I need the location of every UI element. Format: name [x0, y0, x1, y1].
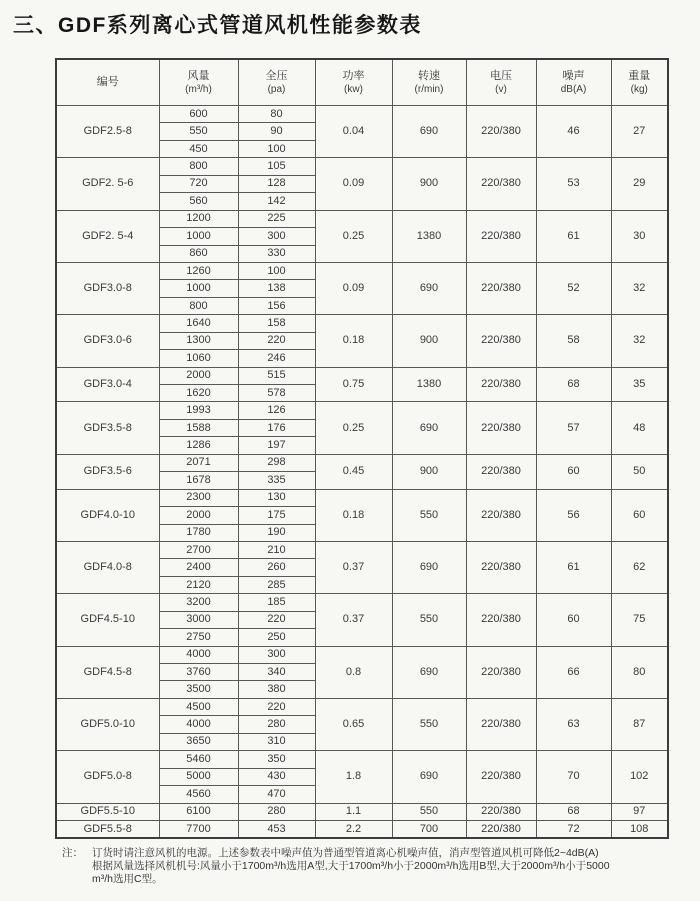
- speed-cell: 690: [392, 646, 466, 698]
- power-cell: 0.8: [315, 646, 392, 698]
- table-row: [56, 820, 668, 838]
- footnote-label: 注：: [62, 847, 83, 859]
- model-cell: GDF5.0-8: [56, 751, 159, 803]
- flow-cell: 3200: [159, 594, 238, 611]
- pressure-cell: 285: [238, 576, 315, 593]
- speed-cell: 550: [392, 594, 466, 646]
- flow-cell: 1260: [159, 262, 238, 279]
- speed-cell: 900: [392, 315, 466, 367]
- header-flow-unit: (m³/h): [185, 83, 212, 95]
- pressure-cell: 100: [238, 262, 315, 279]
- weight-cell: 108: [611, 820, 668, 838]
- flow-cell: 800: [159, 158, 238, 175]
- noise-cell: 57: [536, 402, 611, 454]
- voltage-cell: 220/380: [466, 210, 536, 262]
- table-row: [56, 402, 668, 419]
- noise-cell: 56: [536, 489, 611, 541]
- flow-cell: 2700: [159, 541, 238, 558]
- noise-cell: 61: [536, 541, 611, 593]
- pressure-cell: 470: [238, 786, 315, 803]
- footnote-line: 订货时请注意风机的电源。上述参数表中噪声值为普通型管道离心机噪声值，消声型管道风机可降低2~4dB(A): [92, 847, 599, 859]
- pressure-cell: 453: [238, 820, 315, 838]
- header-voltage-label: 电压: [490, 69, 512, 82]
- footnote: [62, 847, 648, 886]
- flow-cell: 800: [159, 297, 238, 314]
- header-power-label: 功率: [342, 69, 365, 82]
- flow-cell: 2750: [159, 629, 238, 646]
- flow-cell: 2400: [159, 559, 238, 576]
- voltage-cell: 220/380: [466, 541, 536, 593]
- table-row: [56, 751, 668, 768]
- voltage-cell: 220/380: [466, 367, 536, 402]
- model-cell: GDF5.5-8: [56, 820, 159, 838]
- footnote-text: [92, 847, 648, 886]
- pressure-cell: 350: [238, 751, 315, 768]
- table-header-row: [56, 59, 668, 106]
- power-cell: 0.18: [315, 489, 392, 541]
- header-power-unit: (kw): [344, 83, 363, 95]
- pressure-cell: 298: [238, 454, 315, 471]
- flow-cell: 5000: [159, 768, 238, 785]
- table-row: [56, 315, 668, 332]
- weight-cell: 60: [611, 489, 668, 541]
- flow-cell: 3500: [159, 681, 238, 698]
- pressure-cell: 246: [238, 350, 315, 367]
- header-speed-label: 转速: [418, 69, 440, 82]
- power-cell: 0.25: [315, 210, 392, 262]
- flow-cell: 2000: [159, 367, 238, 384]
- model-cell: GDF5.5-10: [56, 803, 159, 820]
- model-cell: GDF4.0-8: [56, 541, 159, 593]
- flow-cell: 2300: [159, 489, 238, 506]
- power-cell: 0.37: [315, 594, 392, 646]
- table-row: [56, 210, 668, 227]
- flow-cell: 1620: [159, 385, 238, 402]
- power-cell: 0.65: [315, 698, 392, 750]
- pressure-cell: 80: [238, 106, 315, 123]
- flow-cell: 1640: [159, 315, 238, 332]
- table-row: [56, 158, 668, 175]
- header-voltage: [466, 59, 536, 106]
- header-voltage-unit: (v): [495, 83, 507, 95]
- flow-cell: 5460: [159, 751, 238, 768]
- pressure-cell: 300: [238, 646, 315, 663]
- pressure-cell: 100: [238, 140, 315, 157]
- weight-cell: 75: [611, 594, 668, 646]
- pressure-cell: 130: [238, 489, 315, 506]
- model-cell: GDF2. 5-4: [56, 210, 159, 262]
- speed-cell: 900: [392, 454, 466, 489]
- table-row: [56, 489, 668, 506]
- speed-cell: 700: [392, 820, 466, 838]
- header-model: [56, 59, 159, 106]
- weight-cell: 29: [611, 158, 668, 210]
- flow-cell: 720: [159, 175, 238, 192]
- model-cell: GDF3.0-6: [56, 315, 159, 367]
- pressure-cell: 220: [238, 611, 315, 628]
- speed-cell: 1380: [392, 367, 466, 402]
- model-cell: GDF4.5-10: [56, 594, 159, 646]
- noise-cell: 61: [536, 210, 611, 262]
- pressure-cell: 578: [238, 385, 315, 402]
- power-cell: 0.37: [315, 541, 392, 593]
- pressure-cell: 310: [238, 733, 315, 750]
- pressure-cell: 158: [238, 315, 315, 332]
- flow-cell: 1678: [159, 472, 238, 489]
- header-speed: [392, 59, 466, 106]
- flow-cell: 1060: [159, 350, 238, 367]
- pressure-cell: 138: [238, 280, 315, 297]
- flow-cell: 1000: [159, 228, 238, 245]
- model-cell: GDF4.5-8: [56, 646, 159, 698]
- flow-cell: 1780: [159, 524, 238, 541]
- noise-cell: 70: [536, 751, 611, 803]
- noise-cell: 72: [536, 820, 611, 838]
- table-row: [56, 646, 668, 663]
- flow-cell: 4560: [159, 786, 238, 803]
- pressure-cell: 250: [238, 629, 315, 646]
- noise-cell: 60: [536, 594, 611, 646]
- flow-cell: 2000: [159, 507, 238, 524]
- model-cell: GDF5.0-10: [56, 698, 159, 750]
- pressure-cell: 380: [238, 681, 315, 698]
- weight-cell: 50: [611, 454, 668, 489]
- voltage-cell: 220/380: [466, 315, 536, 367]
- header-noise: [536, 59, 611, 106]
- pressure-cell: 126: [238, 402, 315, 419]
- header-flow-label: 风量: [187, 69, 210, 82]
- flow-cell: 860: [159, 245, 238, 262]
- voltage-cell: 220/380: [466, 698, 536, 750]
- model-cell: GDF2.5-8: [56, 106, 159, 158]
- weight-cell: 27: [611, 106, 668, 158]
- power-cell: 0.25: [315, 402, 392, 454]
- speed-cell: 690: [392, 751, 466, 803]
- voltage-cell: 220/380: [466, 751, 536, 803]
- pressure-cell: 340: [238, 664, 315, 681]
- model-cell: GDF3.0-8: [56, 262, 159, 314]
- speed-cell: 1380: [392, 210, 466, 262]
- fan-parameters-table: [55, 58, 669, 839]
- noise-cell: 53: [536, 158, 611, 210]
- weight-cell: 97: [611, 803, 668, 820]
- power-cell: 0.75: [315, 367, 392, 402]
- flow-cell: 560: [159, 193, 238, 210]
- power-cell: 1.1: [315, 803, 392, 820]
- pressure-cell: 220: [238, 332, 315, 349]
- flow-cell: 1200: [159, 210, 238, 227]
- flow-cell: 550: [159, 123, 238, 140]
- flow-cell: 2120: [159, 576, 238, 593]
- power-cell: 0.09: [315, 158, 392, 210]
- speed-cell: 550: [392, 803, 466, 820]
- power-cell: 0.45: [315, 454, 392, 489]
- table-row: [56, 698, 668, 715]
- pressure-cell: 330: [238, 245, 315, 262]
- pressure-cell: 128: [238, 175, 315, 192]
- flow-cell: 1993: [159, 402, 238, 419]
- flow-cell: 1286: [159, 437, 238, 454]
- pressure-cell: 430: [238, 768, 315, 785]
- flow-cell: 4000: [159, 716, 238, 733]
- voltage-cell: 220/380: [466, 454, 536, 489]
- noise-cell: 58: [536, 315, 611, 367]
- table-row: [56, 367, 668, 384]
- header-noise-label: 噪声: [562, 69, 585, 82]
- pressure-cell: 280: [238, 716, 315, 733]
- speed-cell: 550: [392, 698, 466, 750]
- header-weight-unit: (kg): [630, 83, 648, 95]
- noise-cell: 52: [536, 262, 611, 314]
- flow-cell: 3760: [159, 664, 238, 681]
- table-row: [56, 106, 668, 123]
- noise-cell: 68: [536, 803, 611, 820]
- voltage-cell: 220/380: [466, 594, 536, 646]
- voltage-cell: 220/380: [466, 106, 536, 158]
- table-row: [56, 594, 668, 611]
- flow-cell: 4000: [159, 646, 238, 663]
- table-body: [56, 106, 668, 839]
- pressure-cell: 185: [238, 594, 315, 611]
- flow-cell: 6100: [159, 803, 238, 820]
- table-row: [56, 454, 668, 471]
- pressure-cell: 90: [238, 123, 315, 140]
- speed-cell: 690: [392, 106, 466, 158]
- voltage-cell: 220/380: [466, 262, 536, 314]
- noise-cell: 46: [536, 106, 611, 158]
- model-cell: GDF3.0-4: [56, 367, 159, 402]
- pressure-cell: 225: [238, 210, 315, 227]
- pressure-cell: 210: [238, 541, 315, 558]
- speed-cell: 690: [392, 402, 466, 454]
- weight-cell: 32: [611, 262, 668, 314]
- pressure-cell: 280: [238, 803, 315, 820]
- footnote-line: 根据风量选择风机机号:风量小于1700m³/h选用A型,大于1700m³/h小于2000m³/h选用B型,大于2000m³/h小于5000: [92, 860, 610, 872]
- pressure-cell: 156: [238, 297, 315, 314]
- voltage-cell: 220/380: [466, 646, 536, 698]
- header-noise-unit: dB(A): [560, 83, 587, 95]
- weight-cell: 30: [611, 210, 668, 262]
- model-cell: GDF3.5-6: [56, 454, 159, 489]
- weight-cell: 102: [611, 751, 668, 803]
- pressure-cell: 300: [238, 228, 315, 245]
- header-weight: [611, 59, 668, 106]
- voltage-cell: 220/380: [466, 820, 536, 838]
- flow-cell: 1300: [159, 332, 238, 349]
- flow-cell: 1588: [159, 419, 238, 436]
- header-pressure-label: 全压: [265, 69, 288, 82]
- flow-cell: 3000: [159, 611, 238, 628]
- flow-cell: 7700: [159, 820, 238, 838]
- flow-cell: 1000: [159, 280, 238, 297]
- power-cell: 0.09: [315, 262, 392, 314]
- speed-cell: 550: [392, 489, 466, 541]
- pressure-cell: 175: [238, 507, 315, 524]
- speed-cell: 900: [392, 158, 466, 210]
- weight-cell: 32: [611, 315, 668, 367]
- voltage-cell: 220/380: [466, 402, 536, 454]
- speed-cell: 690: [392, 262, 466, 314]
- pressure-cell: 105: [238, 158, 315, 175]
- weight-cell: 80: [611, 646, 668, 698]
- speed-cell: 690: [392, 541, 466, 593]
- weight-cell: 87: [611, 698, 668, 750]
- flow-cell: 450: [159, 140, 238, 157]
- model-cell: GDF4.0-10: [56, 489, 159, 541]
- voltage-cell: 220/380: [466, 803, 536, 820]
- weight-cell: 35: [611, 367, 668, 402]
- header-model-label: 编号: [96, 76, 119, 88]
- pressure-cell: 260: [238, 559, 315, 576]
- header-pressure: [238, 59, 315, 106]
- pressure-cell: 197: [238, 437, 315, 454]
- page-title: 三、GDF系列离心式管道风机性能参数表: [13, 14, 422, 37]
- table-row: [56, 541, 668, 558]
- weight-cell: 62: [611, 541, 668, 593]
- header-pressure-unit: (pa): [267, 83, 286, 95]
- weight-cell: 48: [611, 402, 668, 454]
- power-cell: 0.18: [315, 315, 392, 367]
- voltage-cell: 220/380: [466, 158, 536, 210]
- header-weight-label: 重量: [628, 69, 651, 82]
- pressure-cell: 176: [238, 419, 315, 436]
- model-cell: GDF3.5-8: [56, 402, 159, 454]
- table-row: [56, 262, 668, 279]
- pressure-cell: 220: [238, 698, 315, 715]
- flow-cell: 600: [159, 106, 238, 123]
- noise-cell: 66: [536, 646, 611, 698]
- pressure-cell: 190: [238, 524, 315, 541]
- pressure-cell: 335: [238, 472, 315, 489]
- flow-cell: 3650: [159, 733, 238, 750]
- voltage-cell: 220/380: [466, 489, 536, 541]
- header-power: [315, 59, 392, 106]
- noise-cell: 68: [536, 367, 611, 402]
- header-flow: [159, 59, 238, 106]
- flow-cell: 4500: [159, 698, 238, 715]
- pressure-cell: 142: [238, 193, 315, 210]
- model-cell: GDF2. 5-6: [56, 158, 159, 210]
- header-speed-unit: (r/min): [414, 83, 444, 95]
- flow-cell: 2071: [159, 454, 238, 471]
- footnote-line: m³/h选用C型。: [92, 873, 163, 885]
- pressure-cell: 515: [238, 367, 315, 384]
- power-cell: 0.04: [315, 106, 392, 158]
- power-cell: 2.2: [315, 820, 392, 838]
- power-cell: 1.8: [315, 751, 392, 803]
- noise-cell: 63: [536, 698, 611, 750]
- noise-cell: 60: [536, 454, 611, 489]
- table-row: [56, 803, 668, 820]
